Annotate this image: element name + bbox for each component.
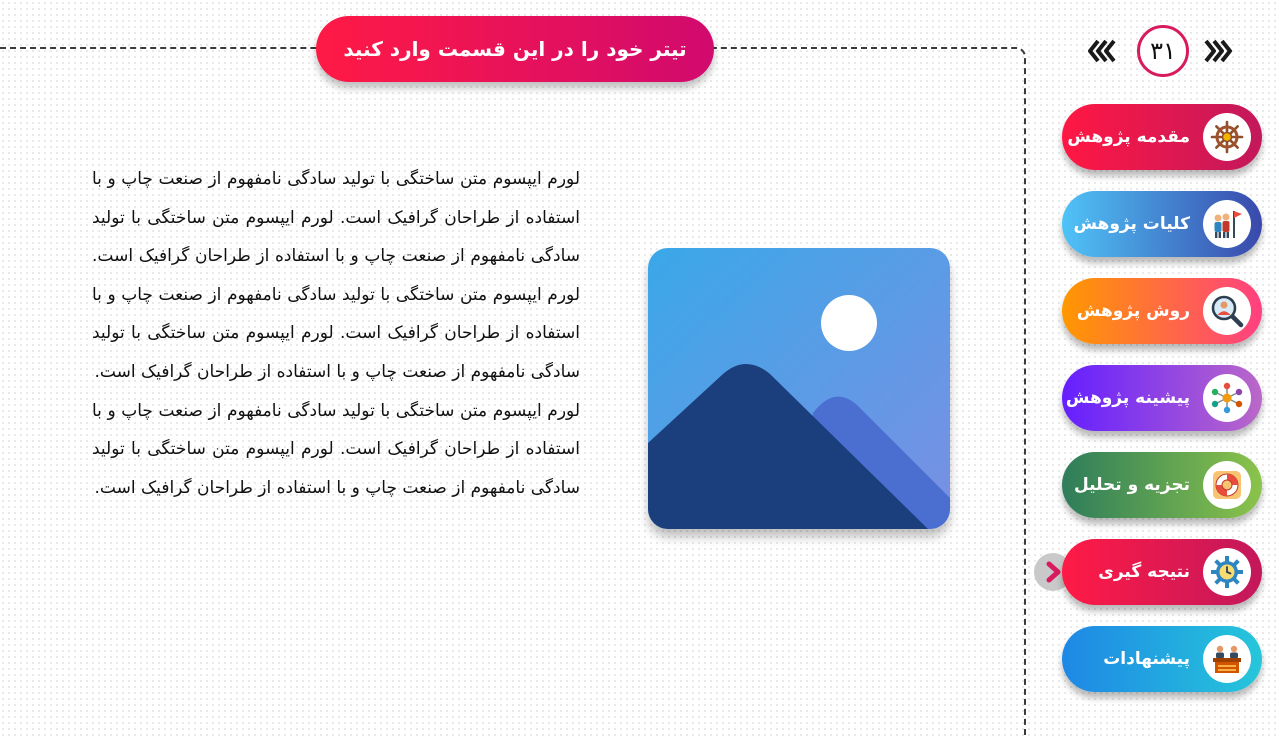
menu-item-label: پیشنهادات [1103,649,1190,669]
menu-item-research-background[interactable] [1062,365,1262,431]
page-title: تیتر خود را در این قسمت وارد کنید [316,16,714,82]
menu-item-label: مقدمه پژوهش [1067,127,1190,147]
magnifier-person-icon [1210,294,1244,328]
team-flag-icon [1210,207,1244,241]
menu-item-label: روش پژوهش [1076,301,1190,321]
network-people-icon [1210,381,1244,415]
menu-item-conclusion[interactable] [1062,539,1262,605]
ship-wheel-icon [1210,120,1244,154]
paragraph: لورم ایپسوم متن ساختگی با تولید سادگی نامفهوم از صنعت چاپ و با استفاده از طراحان گرافیک است. لورم ایپسوم متن ساختگی با تولید سادگی نامفهوم از صنعت چاپ و با استفاده از طراحان گرافیک است. [92,400,580,498]
chevrons-left-icon[interactable] [1088,37,1118,65]
chevrons-right-icon[interactable] [1202,37,1232,65]
page-number: ۳۱ [1137,25,1189,77]
menu-item-label: کلیات پژوهش [1073,214,1190,234]
body-text [92,160,580,507]
image-placeholder-icon [648,248,950,529]
menu-item-research-overview[interactable] [1062,191,1262,257]
menu-item-label: تجزیه و تحلیل [1074,475,1190,495]
paragraph: لورم ایپسوم متن ساختگی با تولید سادگی نامفهوم از صنعت چاپ و با استفاده از طراحان گرافیک است. لورم ایپسوم متن ساختگی با تولید سادگی نامفهوم از صنعت چاپ و با استفاده از طراحان گرافیک است. لورم ایپسوم متن ساختگی با تولید سادگی نامفهوم از صنعت چاپ و با استفاده از طراحان گرافیک است. لورم ایپسوم متن ساختگی با تولید سادگی نامفهوم از صنعت چاپ و با استفاده از طراحان گرافیک است. [92,169,580,382]
menu-item-analysis[interactable] [1062,452,1262,518]
gear-clock-icon [1210,555,1244,589]
menu-item-suggestions[interactable] [1062,626,1262,692]
menu-item-label: نتیجه گیری [1098,562,1190,582]
menu-item-research-method[interactable] [1062,278,1262,344]
page-navigator [1088,24,1234,78]
chevron-right-icon [1042,561,1064,583]
podium-meeting-icon [1210,642,1244,676]
menu-item-introduction[interactable] [1062,104,1262,170]
menu-item-label: پیشینه پژوهش [1065,388,1190,408]
lifebuoy-icon [1210,468,1244,502]
image-placeholder[interactable] [648,248,950,529]
